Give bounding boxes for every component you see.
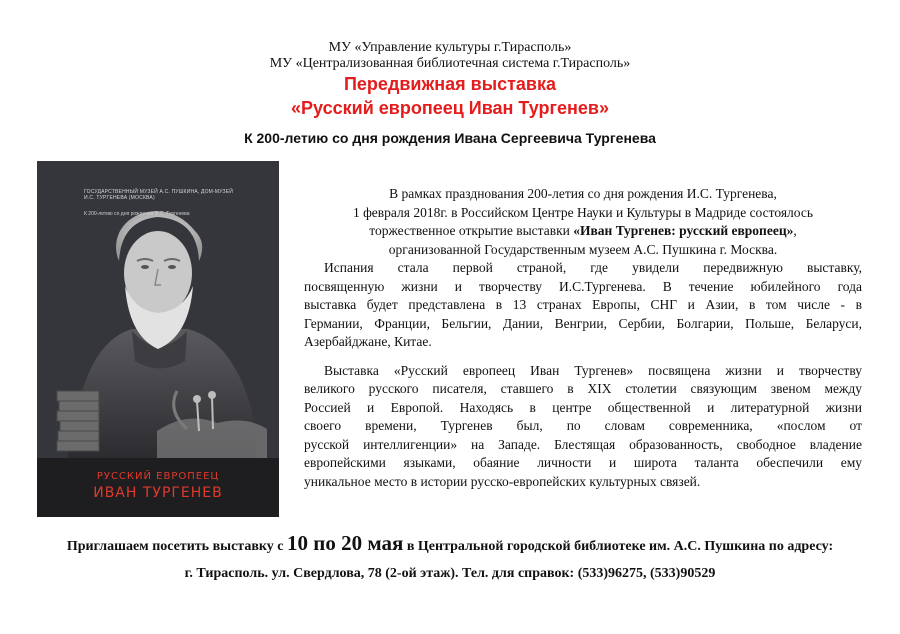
- invitation-post: в Центральной городской библиотеке им. А.С. Пушкина по адресу:: [403, 539, 834, 554]
- paragraph-2-line-1: Испания стала первой страной, где увидели передвижную выставку,: [324, 260, 862, 275]
- paragraph-1-line-3-text: торжественное открытие выставки: [369, 223, 574, 238]
- paragraph-3-line-5: русской интеллигенции» на Западе. Блестящая образованность, свободное владение: [304, 436, 862, 452]
- paragraph-3-line-1: Выставка «Русский европеец Иван Тургенев» посвящена жизни и творчеству: [324, 362, 862, 378]
- book-title: ИВАН ТУРГЕНЕВ: [93, 485, 223, 501]
- book-publisher-text: ГОСУДАРСТВЕННЫЙ МУЗЕЙ А.С. ПУШКИНА, ДОМ-МУЗЕЙ И.С. ТУРГЕНЕВА (МОСКВА): [84, 189, 234, 201]
- paragraph-1-line-2: 1 февраля 2018г. в Российском Центре Науки и Культуры в Мадриде состоялось: [352, 204, 814, 220]
- paragraph-3-line-6: европейскими языками, обаяние личности и широта таланта обеспечили ему: [304, 455, 862, 470]
- paragraph-2-line-4: Германии, Франции, Бельгии, Дании, Венгрии, Сербии, Болгарии, Польше, Беларуси,: [304, 315, 862, 331]
- paragraph-3-line-4: своего времени, Тургенев был, по словам современника, «послом от: [304, 418, 862, 433]
- book-subtitle: РУССКИЙ ЕВРОПЕЕЦ: [96, 471, 220, 482]
- organizer-line-2: МУ «Централизованная библиотечная система г.Тирасполь»: [269, 56, 631, 71]
- paragraph-1-line-1: В рамках празднования 200-летия со дня рождения И.С. Тургенева,: [389, 186, 777, 201]
- paragraph-2-line-2: посвященную жизни и творчеству И.С.Тургенева. В течение юбилейного года: [304, 278, 862, 294]
- paragraph-1-line-3: [304, 222, 862, 241]
- paragraph-2-line-3: выставка будет представлена в 13 странах Европы, СНГ и Азии, в том числе - в: [304, 297, 862, 312]
- anniversary-subtitle: К 200-летию со дня рождения Ивана Сергеевича Тургенева: [244, 130, 656, 146]
- description-text: [304, 185, 862, 491]
- paragraph-3-line-7: уникальное место в истории русско-европейских культурных связей.: [304, 473, 701, 489]
- exhibition-dates: 10 по 20 мая: [286, 531, 404, 555]
- paragraph-2-line-5: Азербайджане, Китае.: [304, 334, 432, 349]
- paragraph-1-line-3-end: ,: [793, 223, 797, 238]
- paragraph-1-line-4: организованной Государственным музеем А.С. Пушкина г. Москва.: [388, 241, 778, 257]
- paragraph-3-line-2: великого русского писателя, ставшего в XIX столетии связующим звеном между: [304, 381, 862, 396]
- book-cover-image: [37, 161, 279, 517]
- book-dedication-text: К 200-летию со дня рождения И.С. Тургенева: [84, 211, 190, 217]
- address-line: г. Тирасполь. ул. Свердлова, 78 (2-ой этаж). Тел. для справок: (533)96275, (533)90529: [184, 566, 716, 581]
- exhibition-highlight: «Иван Тургенев: русский европеец»: [573, 223, 794, 238]
- paragraph-3-line-3: Россией и Европой. Находясь в центре общественной и литературной жизни: [304, 399, 862, 415]
- exhibition-name-title: «Русский европеец Иван Тургенев»: [291, 98, 609, 118]
- organizer-line-1: МУ «Управление культуры г.Тирасполь»: [328, 40, 572, 55]
- invitation-line: [0, 531, 900, 556]
- invitation-pre: Приглашаем посетить выставку с: [66, 539, 287, 554]
- exhibition-type-title: Передвижная выставка: [343, 74, 557, 94]
